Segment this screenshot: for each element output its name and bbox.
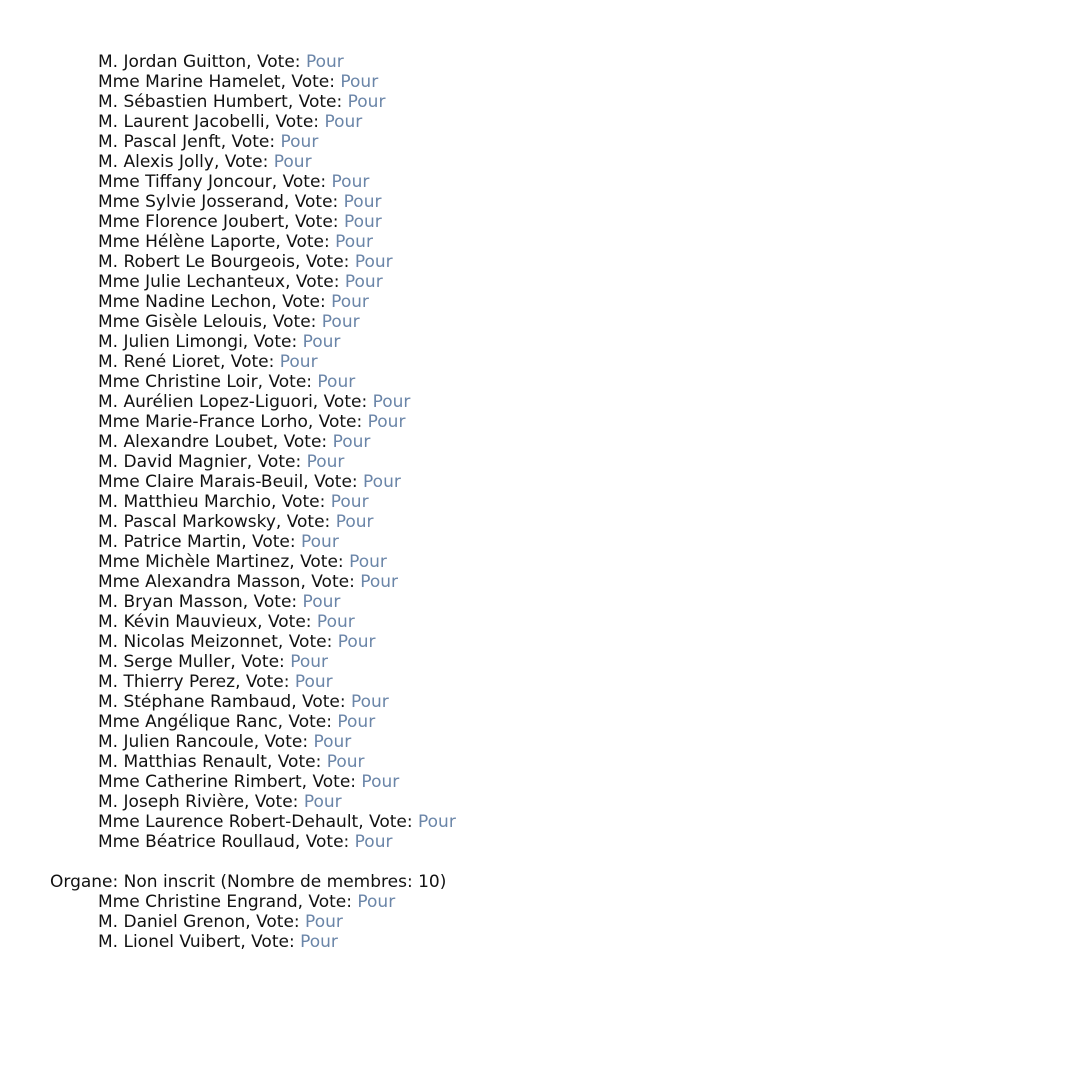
separator: , <box>266 752 278 772</box>
member-vote-row <box>50 592 1050 612</box>
vote-value: Pour <box>300 932 338 952</box>
vote-value: Pour <box>294 672 333 692</box>
vote-value: Pour <box>360 572 399 592</box>
separator: , <box>280 72 292 92</box>
vote-value: Pour <box>332 432 371 452</box>
member-vote-row <box>50 372 1050 392</box>
separator: , <box>262 312 273 332</box>
vote-label: Vote: <box>302 692 351 712</box>
member-vote-row <box>50 192 1050 212</box>
member-vote-row <box>50 172 1050 192</box>
vote-label: Vote: <box>294 192 344 212</box>
member-name: Mme Marie-France Lorho <box>98 412 308 432</box>
member-vote-row <box>50 72 1050 92</box>
vote-value: Pour <box>363 472 401 492</box>
member-vote-row <box>50 752 1050 772</box>
separator: , <box>284 212 295 232</box>
separator: , <box>294 832 306 852</box>
vote-label: Vote: <box>257 452 307 472</box>
member-vote-row <box>50 432 1050 452</box>
member-vote-row <box>50 132 1050 152</box>
member-vote-row <box>50 832 1050 852</box>
vote-value: Pour <box>418 812 456 832</box>
member-vote-row <box>50 392 1050 412</box>
member-name: Mme Nadine Lechon <box>98 292 272 312</box>
member-vote-row <box>50 52 1050 72</box>
vote-value: Pour <box>316 612 355 632</box>
separator: , <box>230 652 242 672</box>
vote-value: Pour <box>324 112 363 132</box>
separator: , <box>242 332 254 352</box>
vote-label: Vote: <box>294 212 344 232</box>
member-name: M. René Lioret <box>98 352 220 372</box>
vote-label: Vote: <box>288 712 338 732</box>
member-name: M. Pascal Markowsky <box>98 512 276 532</box>
vote-label: Vote: <box>308 892 358 912</box>
vote-value: Pour <box>303 792 342 812</box>
vote-label: Vote: <box>300 552 350 572</box>
vote-value: Pour <box>321 312 360 332</box>
vote-label: Vote: <box>268 372 318 392</box>
vote-value: Pour <box>372 392 411 412</box>
member-vote-row <box>50 152 1050 172</box>
member-vote-row <box>50 292 1050 312</box>
member-name: Mme Alexandra Masson <box>98 572 301 592</box>
vote-value: Pour <box>350 692 389 712</box>
member-name: Mme Sylvie Josserand <box>98 192 284 212</box>
separator: , <box>257 372 269 392</box>
member-name: M. Alexis Jolly <box>98 152 214 172</box>
vote-value: Pour <box>344 272 383 292</box>
member-vote-row <box>50 532 1050 552</box>
member-vote-row <box>50 772 1050 792</box>
vote-value: Pour <box>302 592 341 612</box>
vote-label: Vote: <box>277 752 327 772</box>
separator: , <box>271 172 283 192</box>
member-vote-row <box>50 912 1050 932</box>
vote-list-document <box>50 52 1050 952</box>
vote-label: Vote: <box>253 592 303 612</box>
member-name: M. Kévin Mauvieux <box>98 612 258 632</box>
vote-label: Vote: <box>256 52 306 72</box>
vote-label: Vote: <box>264 732 314 752</box>
separator: , <box>275 512 287 532</box>
separator: , <box>241 532 253 552</box>
member-name: M. Julien Limongi <box>98 332 243 352</box>
member-name: Mme Claire Marais-Beuil <box>98 472 304 492</box>
vote-value: Pour <box>306 452 345 472</box>
vote-label: Vote: <box>224 152 274 172</box>
member-name: M. Aurélien Lopez-Liguori <box>98 392 313 412</box>
member-name: M. Joseph Rivière <box>98 792 245 812</box>
separator: , <box>220 132 232 152</box>
vote-value: Pour <box>361 772 400 792</box>
vote-label: Vote: <box>252 532 301 552</box>
vote-value: Pour <box>357 892 396 912</box>
member-name: Mme Tiffany Joncour <box>98 172 272 192</box>
member-vote-row <box>50 332 1050 352</box>
separator: , <box>283 192 295 212</box>
member-name: M. Matthieu Marchio <box>98 492 271 512</box>
vote-value: Pour <box>340 72 379 92</box>
vote-label: Vote: <box>286 512 336 532</box>
vote-value: Pour <box>305 912 343 932</box>
member-vote-row <box>50 92 1050 112</box>
member-vote-row <box>50 732 1050 752</box>
member-vote-row <box>50 892 1050 912</box>
vote-value: Pour <box>343 212 382 232</box>
separator: , <box>272 432 284 452</box>
member-name: M. Pascal Jenft <box>98 132 221 152</box>
member-vote-row <box>50 932 1050 952</box>
separator: , <box>295 252 306 272</box>
member-vote-row <box>50 692 1050 712</box>
member-name: M. Lionel Vuibert <box>98 932 241 952</box>
vote-label: Vote: <box>288 632 338 652</box>
separator: , <box>277 712 289 732</box>
vote-value: Pour <box>313 732 352 752</box>
separator: , <box>271 292 283 312</box>
vote-value: Pour <box>331 292 369 312</box>
separator: , <box>312 392 324 412</box>
member-name: M. Matthias Renault <box>98 752 267 772</box>
member-name: M. Stéphane Rambaud <box>98 692 292 712</box>
vote-value: Pour <box>317 372 356 392</box>
member-vote-row <box>50 272 1050 292</box>
vote-label: Vote: <box>272 312 322 332</box>
vote-label: Vote: <box>231 132 281 152</box>
group-spacer <box>50 852 1050 872</box>
member-name: Mme Christine Engrand <box>98 892 298 912</box>
member-name: Mme Catherine Rimbert <box>98 772 302 792</box>
separator: , <box>303 472 315 492</box>
vote-value: Pour <box>349 552 387 572</box>
vote-value: Pour <box>279 352 318 372</box>
vote-label: Vote: <box>281 492 331 512</box>
member-name: Mme Julie Lechanteux <box>98 272 286 292</box>
vote-label: Vote: <box>275 112 325 132</box>
separator: , <box>246 452 258 472</box>
member-name: M. Bryan Masson <box>98 592 243 612</box>
separator: , <box>235 672 246 692</box>
vote-label: Vote: <box>254 792 304 812</box>
member-name: M. Patrice Martin <box>98 532 242 552</box>
vote-value: Pour <box>337 632 376 652</box>
separator: , <box>242 592 254 612</box>
separator: , <box>257 612 268 632</box>
vote-label: Vote: <box>245 672 295 692</box>
separator: , <box>275 232 287 252</box>
separator: , <box>240 932 252 952</box>
member-vote-row <box>50 552 1050 572</box>
vote-value: Pour <box>305 52 344 72</box>
separator: , <box>244 792 255 812</box>
separator: , <box>219 352 231 372</box>
member-name: M. Nicolas Meizonnet <box>98 632 278 652</box>
member-vote-row <box>50 212 1050 232</box>
vote-value: Pour <box>273 152 312 172</box>
vote-value: Pour <box>301 532 339 552</box>
member-vote-row <box>50 792 1050 812</box>
member-name: M. David Magnier <box>98 452 247 472</box>
member-name: Mme Marine Hamelet <box>98 72 281 92</box>
separator: , <box>289 552 301 572</box>
vote-label: Vote: <box>267 612 317 632</box>
member-vote-row <box>50 652 1050 672</box>
vote-label: Vote: <box>230 352 280 372</box>
vote-value: Pour <box>331 172 370 192</box>
vote-label: Vote: <box>318 412 368 432</box>
member-name: M. Alexandre Loubet <box>98 432 273 452</box>
vote-value: Pour <box>302 332 341 352</box>
member-vote-row <box>50 712 1050 732</box>
vote-value: Pour <box>343 192 382 212</box>
member-name: Mme Gisèle Lelouis <box>98 312 262 332</box>
vote-label: Vote: <box>369 812 418 832</box>
member-vote-row <box>50 252 1050 272</box>
vote-label: Vote: <box>295 272 345 292</box>
vote-value: Pour <box>337 712 376 732</box>
vote-label: Vote: <box>305 832 355 852</box>
vote-value: Pour <box>326 752 365 772</box>
member-vote-row <box>50 412 1050 432</box>
vote-value: Pour <box>354 832 393 852</box>
separator: , <box>287 92 299 112</box>
member-name: M. Jordan Guitton <box>98 52 247 72</box>
member-vote-row <box>50 572 1050 592</box>
vote-label: Vote: <box>312 772 362 792</box>
vote-value: Pour <box>367 412 406 432</box>
vote-value: Pour <box>290 652 328 672</box>
separator: , <box>264 112 276 132</box>
vote-value: Pour <box>354 252 393 272</box>
vote-value: Pour <box>335 512 374 532</box>
member-name: Mme Hélène Laporte <box>98 232 276 252</box>
separator: , <box>253 732 265 752</box>
group-header: Organe: Non inscrit (Nombre de membres: 10) <box>50 872 447 892</box>
member-vote-row <box>50 612 1050 632</box>
vote-value: Pour <box>330 492 369 512</box>
separator: , <box>301 772 313 792</box>
member-vote-row <box>50 812 1050 832</box>
separator: , <box>285 272 296 292</box>
member-name: M. Serge Muller <box>98 652 231 672</box>
member-vote-row <box>50 112 1050 132</box>
vote-label: Vote: <box>314 472 364 492</box>
member-name: Mme Florence Joubert <box>98 212 285 232</box>
member-name: M. Thierry Perez <box>98 672 236 692</box>
separator: , <box>245 912 257 932</box>
member-name: Mme Laurence Robert-Dehault <box>98 812 359 832</box>
member-name: M. Robert Le Bourgeois <box>98 252 296 272</box>
vote-label: Vote: <box>305 252 355 272</box>
member-name: M. Sébastien Humbert <box>98 92 288 112</box>
vote-label: Vote: <box>251 932 301 952</box>
vote-label: Vote: <box>323 392 373 412</box>
vote-label: Vote: <box>298 92 348 112</box>
member-name: Mme Michèle Martinez <box>98 552 290 572</box>
member-name: Mme Christine Loir <box>98 372 258 392</box>
vote-label: Vote: <box>286 232 336 252</box>
vote-label: Vote: <box>291 72 341 92</box>
member-vote-row <box>50 452 1050 472</box>
separator: , <box>297 892 309 912</box>
separator: , <box>307 412 319 432</box>
separator: , <box>270 492 282 512</box>
member-vote-row <box>50 232 1050 252</box>
member-name: Mme Angélique Ranc <box>98 712 278 732</box>
member-vote-row <box>50 472 1050 492</box>
vote-label: Vote: <box>311 572 361 592</box>
vote-label: Vote: <box>256 912 306 932</box>
vote-label: Vote: <box>282 172 332 192</box>
vote-value: Pour <box>280 132 319 152</box>
vote-value: Pour <box>335 232 373 252</box>
vote-label: Vote: <box>241 652 291 672</box>
separator: , <box>358 812 370 832</box>
member-name: Mme Béatrice Roullaud <box>98 832 295 852</box>
member-name: M. Julien Rancoule <box>98 732 254 752</box>
vote-label: Vote: <box>283 432 333 452</box>
vote-label: Vote: <box>282 292 332 312</box>
member-vote-row <box>50 312 1050 332</box>
separator: , <box>246 52 257 72</box>
separator: , <box>291 692 303 712</box>
separator: , <box>300 572 312 592</box>
member-vote-row <box>50 512 1050 532</box>
member-name: M. Daniel Grenon <box>98 912 246 932</box>
member-name: M. Laurent Jacobelli <box>98 112 265 132</box>
separator: , <box>277 632 289 652</box>
member-vote-row <box>50 672 1050 692</box>
member-vote-row <box>50 352 1050 372</box>
member-vote-row <box>50 632 1050 652</box>
vote-value: Pour <box>347 92 386 112</box>
member-vote-row <box>50 492 1050 512</box>
vote-label: Vote: <box>253 332 303 352</box>
separator: , <box>213 152 225 172</box>
